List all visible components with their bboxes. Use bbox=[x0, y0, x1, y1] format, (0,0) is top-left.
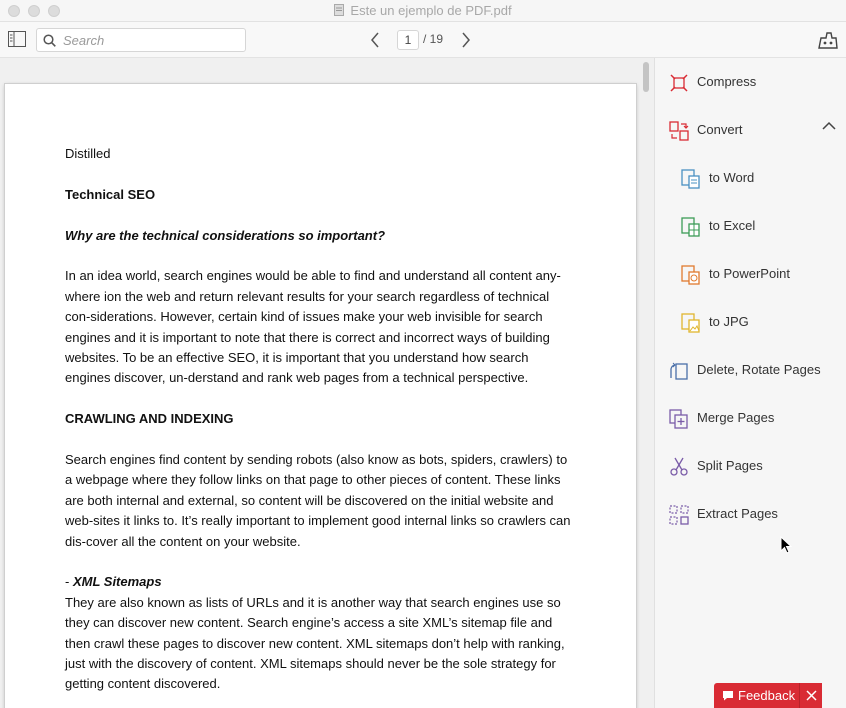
feedback-close-button[interactable] bbox=[799, 683, 822, 708]
xml-sitemaps-title: XML Sitemaps bbox=[72, 574, 162, 590]
doc-icon bbox=[334, 4, 344, 16]
tools-panel bbox=[654, 58, 846, 708]
merge-button[interactable] bbox=[655, 403, 846, 433]
extract-icon bbox=[669, 505, 689, 525]
compress-button[interactable] bbox=[655, 67, 846, 97]
toolbar bbox=[0, 22, 846, 58]
search-icon bbox=[43, 34, 56, 47]
search-field[interactable] bbox=[36, 28, 246, 52]
window-title-text: Este un ejemplo de PDF.pdf bbox=[350, 3, 512, 18]
delete-rotate-label: Delete, Rotate Pages bbox=[697, 362, 821, 377]
split-label: Split Pages bbox=[697, 458, 763, 473]
compress-icon bbox=[669, 73, 689, 93]
merge-icon bbox=[669, 409, 689, 429]
page-content bbox=[65, 144, 576, 695]
excel-icon bbox=[681, 217, 701, 237]
convert-icon bbox=[669, 121, 689, 141]
chevron-right-icon[interactable] bbox=[461, 32, 471, 48]
extract-button[interactable] bbox=[655, 499, 846, 529]
tools-icon[interactable] bbox=[817, 30, 839, 50]
to-jpg-label: to JPG bbox=[709, 314, 749, 329]
convert-button[interactable] bbox=[655, 115, 846, 145]
page-number-input[interactable]: 1 bbox=[397, 30, 419, 50]
compress-label: Compress bbox=[697, 74, 757, 89]
delete-rotate-button[interactable] bbox=[655, 355, 846, 385]
list-dash: - bbox=[65, 574, 73, 590]
page-subheading: Why are the technical considerations so important? bbox=[65, 227, 386, 243]
close-icon bbox=[806, 690, 817, 701]
window-title bbox=[0, 3, 846, 18]
search-input[interactable] bbox=[63, 31, 241, 49]
word-icon bbox=[681, 169, 701, 189]
split-icon bbox=[669, 457, 689, 477]
merge-label: Merge Pages bbox=[697, 410, 775, 425]
to-jpg-button[interactable] bbox=[655, 307, 846, 337]
page-heading-xml-sitemaps bbox=[65, 572, 576, 592]
to-excel-button[interactable] bbox=[655, 211, 846, 241]
page-heading-technical-seo: Technical SEO bbox=[65, 186, 156, 202]
sidebar-toggle-icon[interactable] bbox=[8, 31, 26, 47]
chevron-left-icon[interactable] bbox=[370, 32, 380, 48]
page-paragraph-intro: In an idea world, search engines would be able to find and understand all content any-where ion the web and return relevant results for your search regardless of technical con-siderations. However, certain kind of issues make your web invisible for search engines and it is important to note that there is correct and incorrect ways of building websites. To be an effective SEO, it is important that you understand how search engines discover, un-derstand and rank web pages from a technical perspective. bbox=[65, 268, 561, 386]
convert-label: Convert bbox=[697, 122, 743, 137]
page-paragraph-sitemaps: They are also known as lists of URLs and it is another way that search engines use so they can discover new content. Search engine’s access a site XML’s sitemap file and then crawl these pages to discover new content. XML sitemaps don’t help with ranking, just with the discovery of content. XML sitemaps should never be the sole strategy for getting content discovered. bbox=[65, 594, 565, 692]
feedback-icon bbox=[722, 690, 734, 701]
delete-rotate-icon bbox=[669, 361, 689, 381]
to-word-label: to Word bbox=[709, 170, 755, 185]
to-powerpoint-button[interactable] bbox=[655, 259, 846, 289]
scrollbar-thumb[interactable] bbox=[643, 62, 649, 92]
split-button[interactable] bbox=[655, 451, 846, 481]
feedback-label: Feedback bbox=[738, 688, 796, 703]
powerpoint-icon bbox=[681, 265, 701, 285]
pdf-page bbox=[5, 84, 636, 708]
chevron-up-icon[interactable] bbox=[822, 121, 836, 130]
to-word-button[interactable] bbox=[655, 163, 846, 193]
feedback-button[interactable] bbox=[714, 683, 822, 708]
jpg-icon bbox=[681, 313, 701, 333]
title-bar bbox=[0, 0, 846, 22]
page-total: / 19 bbox=[423, 32, 444, 46]
page-paragraph-crawling: Search engines find content by sending robots (also know as bots, spiders, crawlers) to a webpage where they follow links on that page to other pieces of content. These links are both internal and external, so content will be discovered on the initial website and web-sites it links to. It’s really important to implement good internal links so crawlers can dis-cover all the content on your website. bbox=[65, 452, 571, 549]
cursor-icon bbox=[780, 536, 792, 554]
extract-label: Extract Pages bbox=[697, 506, 778, 521]
page-heading-crawling: CRAWLING AND INDEXING bbox=[65, 411, 234, 427]
to-excel-label: to Excel bbox=[709, 218, 756, 233]
page-line-distilled: Distilled bbox=[65, 146, 111, 161]
document-viewport[interactable] bbox=[0, 58, 654, 708]
to-powerpoint-label: to PowerPoint bbox=[709, 266, 790, 281]
